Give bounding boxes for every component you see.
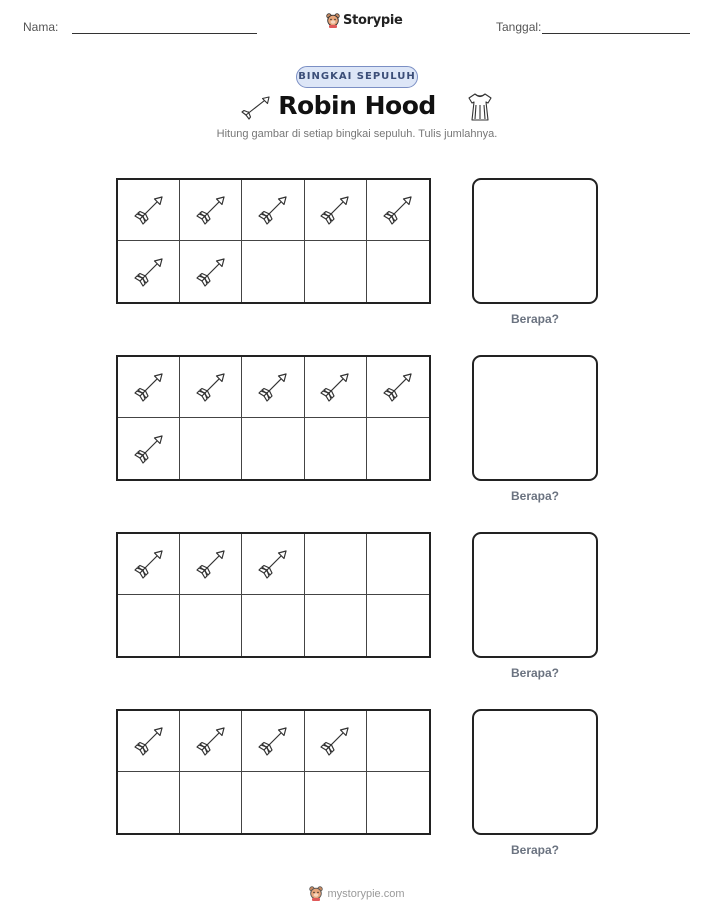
arrow-icon xyxy=(193,723,229,759)
answer-label-3: Berapa? xyxy=(510,666,560,680)
arrow-icon xyxy=(317,723,353,759)
arrow-icon xyxy=(317,369,353,405)
ten-frame-2 xyxy=(116,355,431,481)
frame-cell xyxy=(305,418,367,479)
dress-icon xyxy=(466,92,494,122)
answer-label-1: Berapa? xyxy=(510,312,560,326)
name-field[interactable] xyxy=(72,33,257,34)
arrow-icon xyxy=(131,546,167,582)
bear-mascot-icon xyxy=(326,13,340,28)
frame-cell xyxy=(367,357,429,418)
answer-box-1[interactable] xyxy=(472,178,598,304)
brand-name: Storypie xyxy=(343,13,403,28)
frame-cell xyxy=(180,180,242,241)
frame-cell xyxy=(242,241,304,302)
frame-cell xyxy=(118,534,180,595)
frame-cell xyxy=(305,711,367,772)
frame-cell xyxy=(367,595,429,656)
frame-cell xyxy=(367,418,429,479)
frame-cell xyxy=(305,180,367,241)
arrow-icon xyxy=(255,723,291,759)
frame-cell xyxy=(180,241,242,302)
arrow-icon xyxy=(193,546,229,582)
arrow-icon xyxy=(131,192,167,228)
frame-cell xyxy=(242,711,304,772)
frame-cell xyxy=(305,357,367,418)
footer-url: mystorypie.com xyxy=(327,887,405,900)
bear-mascot-icon xyxy=(309,886,323,901)
frame-cell xyxy=(367,711,429,772)
frame-cell xyxy=(180,534,242,595)
frame-cell xyxy=(118,180,180,241)
worksheet-type-badge: BINGKAI SEPULUH xyxy=(296,66,418,88)
arrow-icon xyxy=(380,192,416,228)
arrow-icon xyxy=(131,254,167,290)
frame-cell xyxy=(180,418,242,479)
arrow-icon xyxy=(131,369,167,405)
frame-cell xyxy=(242,595,304,656)
frame-cell xyxy=(367,534,429,595)
frame-cell xyxy=(180,595,242,656)
arrow-icon xyxy=(255,192,291,228)
frame-cell xyxy=(367,241,429,302)
frame-cell xyxy=(242,180,304,241)
frame-cell xyxy=(118,357,180,418)
frame-cell xyxy=(242,418,304,479)
frame-cell xyxy=(118,418,180,479)
frame-cell xyxy=(305,595,367,656)
frame-cell xyxy=(180,772,242,833)
ten-frame-4 xyxy=(116,709,431,835)
date-label: Tanggal: xyxy=(496,20,542,34)
frame-cell xyxy=(367,772,429,833)
footer xyxy=(0,886,714,901)
arrow-icon xyxy=(131,723,167,759)
frame-cell xyxy=(305,241,367,302)
name-label: Nama: xyxy=(23,20,59,34)
answer-label-2: Berapa? xyxy=(510,489,560,503)
instructions: Hitung gambar di setiap bingkai sepuluh. Tulis jumlahnya. xyxy=(216,128,498,140)
answer-label-4: Berapa? xyxy=(510,843,560,857)
frame-cell xyxy=(118,772,180,833)
frame-cell xyxy=(305,772,367,833)
arrow-icon xyxy=(317,192,353,228)
date-field[interactable] xyxy=(542,33,690,34)
page-title: Robin Hood xyxy=(278,91,436,120)
ten-frame-3 xyxy=(116,532,431,658)
answer-box-3[interactable] xyxy=(472,532,598,658)
frame-cell xyxy=(242,772,304,833)
arrow-icon xyxy=(131,431,167,467)
frame-cell xyxy=(118,711,180,772)
answer-box-2[interactable] xyxy=(472,355,598,481)
frame-cell xyxy=(242,357,304,418)
frame-cell xyxy=(180,711,242,772)
arrow-icon xyxy=(193,254,229,290)
frame-cell xyxy=(242,534,304,595)
frame-cell xyxy=(367,180,429,241)
arrow-icon xyxy=(193,192,229,228)
frame-cell xyxy=(118,595,180,656)
brand-logo xyxy=(326,13,403,28)
arrow-icon xyxy=(193,369,229,405)
frame-cell xyxy=(305,534,367,595)
frame-cell xyxy=(118,241,180,302)
ten-frame-1 xyxy=(116,178,431,304)
arrow-icon xyxy=(255,369,291,405)
answer-box-4[interactable] xyxy=(472,709,598,835)
arrow-icon xyxy=(255,546,291,582)
frame-cell xyxy=(180,357,242,418)
arrow-icon xyxy=(380,369,416,405)
